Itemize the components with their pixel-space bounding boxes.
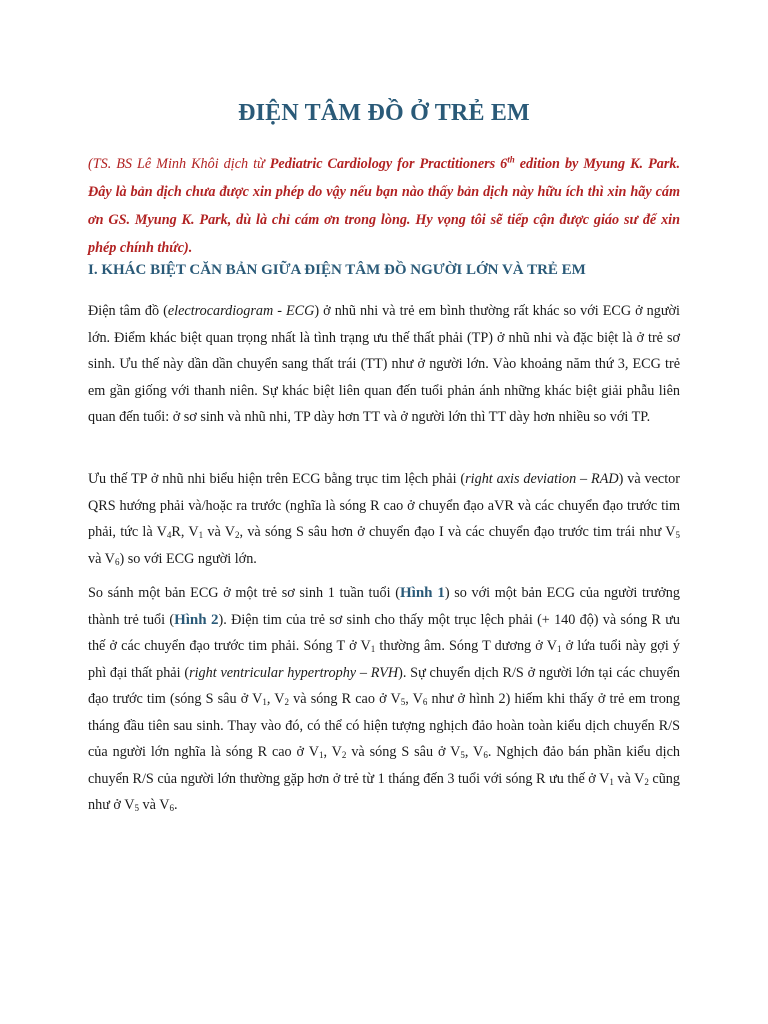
paragraph-3: [88, 580, 680, 819]
subscript: 1: [318, 750, 324, 760]
section-heading: I. KHÁC BIỆT CĂN BẢN GIỮA ĐIỆN TÂM ĐỒ NGƯỜI LỚN VÀ TRẺ EM: [88, 262, 586, 278]
text: và sóng S sâu ở V: [346, 744, 461, 760]
text: .: [173, 797, 178, 813]
note-prefix: (TS. BS Lê Minh Khôi dịch từ: [88, 156, 270, 172]
subscript: 1: [198, 530, 204, 540]
paragraph-2: [88, 466, 680, 572]
subscript: 4: [166, 530, 172, 540]
text: , V: [464, 744, 484, 760]
subscript: 2: [235, 530, 240, 540]
term: right axis deviation – RAD: [465, 471, 619, 487]
text: ) so với ECG người lớn.: [119, 550, 257, 567]
subscript: 2: [284, 697, 290, 707]
text: So sánh một bản ECG ở một trẻ sơ sinh 1 tuần tuổi (: [88, 585, 400, 601]
term: right ventricular hypertrophy – RVH: [189, 664, 399, 681]
edition-sup: th: [507, 154, 515, 165]
term: electrocardiogram - ECG: [167, 303, 315, 319]
subscript: 1: [609, 776, 614, 787]
text: ) ở nhũ nhi và trẻ em bình thường rất khác so với ECG ở người lớn. Điểm khác biệt quan trọng nhất là tình trạng ưu thế thất phải (TP) ở nhũ nhi và đặc biệt là ở trẻ sơ sinh. Ưu thế này dần dần chuyển sang thất trái (TT) như ở người lớn. Vào khoảng năm thứ 3, ECG trẻ em gần giống với thanh niên. Sự khác biệt liên quan đến tuổi phản ánh những khác biệt giải phẫu liên quan đến tuổi: ở sơ sinh và nhũ nhi, TP dày hơn TT và ở người lớn thì TT dày hơn nhiều so với TP.: [88, 303, 681, 425]
text: ). Sự chuyển dịch R/S ở người lớn tại các chuyển đạo trước tim (sóng S sâu ở V: [88, 664, 680, 707]
subscript: 1: [556, 644, 562, 654]
book-title: Pediatric Cardiology for Practitioners 6: [269, 156, 508, 172]
translator-note: [88, 150, 680, 262]
subscript: 6: [114, 556, 120, 567]
figure-ref-2[interactable]: Hình 2: [174, 611, 219, 628]
subscript: 6: [483, 750, 488, 760]
subscript: 2: [644, 776, 649, 787]
text: cũng như ở V: [88, 770, 680, 813]
page-title: ĐIỆN TÂM ĐỒ Ở TRẺ EM: [238, 100, 530, 126]
text: và V: [613, 770, 645, 787]
text: , V: [266, 691, 285, 707]
paragraph-1: [88, 298, 680, 431]
note-rest: edition by Myung K. Park. Đây là bản dịch chưa được xin phép do vậy nếu bạn nào thấy bản dịch này hữu ích thì xin hãy cám ơn GS. Myung K. Park, dù là chỉ cám ơn trong lòng. Hy vọng tôi sẽ tiếp cận được giáo sư để xin phép chính thức).: [88, 156, 681, 256]
text: , V: [323, 744, 342, 760]
text: như ở hình 2) hiếm khi thấy ở trẻ em trong tháng đầu tiên sau sinh. Thay vào đó, có thể có hiện tượng nghịch đảo hoàn toàn kiểu dịch chuyển R/S của người lớn nghĩa là sóng R cao ở V: [88, 691, 680, 760]
text: và V: [138, 797, 170, 813]
text: R, V: [171, 524, 199, 540]
text: ) và vector QRS hướng phải và/hoặc ra trước (nghĩa là sóng R cao ở chuyển đạo aVR và các chuyển đạo trước tim phải, tức là V: [88, 471, 680, 540]
subscript: 5: [675, 530, 681, 540]
text: ở lứa tuổi này gợi ý phì đại thất phải (: [88, 638, 681, 681]
subscript: 6: [422, 697, 428, 707]
text: và V: [88, 550, 115, 567]
subscript: 1: [370, 644, 376, 654]
subscript: 6: [169, 803, 174, 813]
text: Điện tâm đồ (: [88, 303, 168, 319]
text: , V: [405, 691, 423, 707]
text: , và sóng S sâu hơn ở chuyển đạo I và các chuyển đạo trước tim trái như V: [239, 524, 676, 540]
text: Ưu thế TP ở nhũ nhi biểu hiện trên ECG bằng trục tim lệch phải (: [88, 471, 466, 487]
subscript: 5: [400, 697, 406, 707]
subscript: 5: [460, 750, 465, 760]
text: . Nghịch đảo bán phần kiểu dịch chuyển R/S của người lớn thường gặp hơn ở trẻ từ 1 tháng đến 3 tuổi với sóng R ưu thế ở V: [88, 744, 680, 787]
subscript: 1: [262, 697, 267, 707]
text: và V: [203, 524, 236, 540]
text: ) so với một bản ECG của người trưởng thành trẻ tuổi (: [88, 585, 680, 628]
text: thường âm. Sóng T dương ở V: [375, 638, 557, 654]
subscript: 5: [134, 803, 139, 813]
subscript: 2: [341, 750, 347, 760]
text: ). Điện tim của trẻ sơ sinh cho thấy một trục lệch phải (+ 140 độ) và sóng R ưu thế ở các chuyển đạo trước tim phải. Sóng T ở V: [88, 611, 680, 654]
text: và sóng R cao ở V: [289, 691, 401, 707]
figure-ref-1[interactable]: Hình 1: [399, 585, 445, 601]
